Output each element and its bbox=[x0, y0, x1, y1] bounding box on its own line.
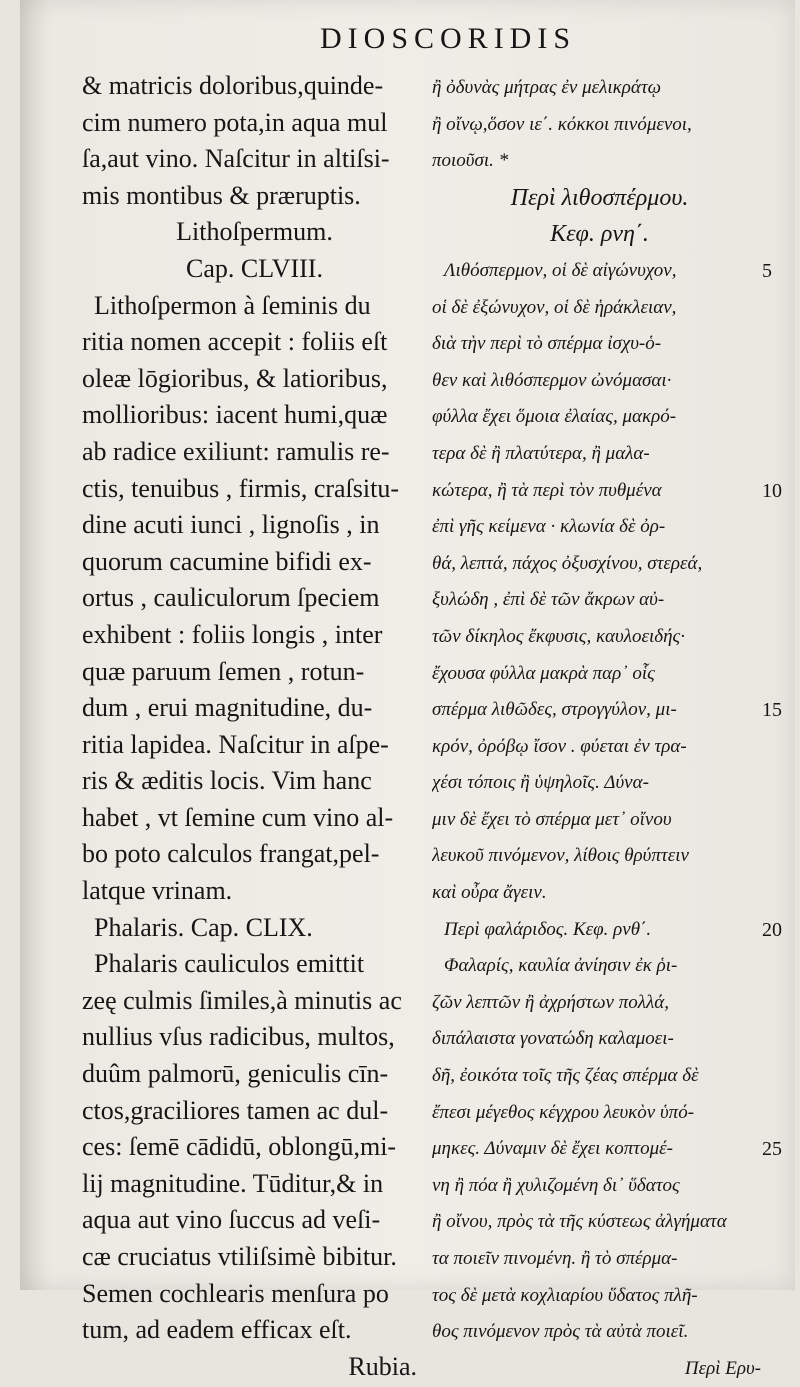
latin-line: dum , erui magnitudine, du- bbox=[82, 693, 373, 723]
line-number: 5 bbox=[762, 259, 772, 282]
latin-line: mollioribus: iacent humi,quæ bbox=[82, 400, 388, 430]
margin-spacer bbox=[762, 509, 800, 546]
latin-line: quæ paruum ſemen , rotun- bbox=[82, 656, 365, 686]
margin-spacer bbox=[762, 619, 800, 656]
margin-spacer bbox=[762, 1021, 800, 1058]
greek-line: ἢ ὀδυνὰς μήτρας ἐν μελικράτῳ bbox=[432, 77, 662, 98]
margin-spacer bbox=[762, 875, 800, 912]
latin-line: bo poto calculos frangat,pel- bbox=[82, 839, 380, 869]
latin-line: quorum cacumine bifidi ex- bbox=[82, 546, 372, 576]
latin-line: ab radice exiliunt: ramulis re- bbox=[82, 436, 390, 466]
latin-line: tum, ad eadem efficax eſt. bbox=[82, 1315, 352, 1345]
greek-line: Κεφ. ρνη΄. bbox=[550, 221, 649, 248]
latin-line: exhibent : foliis longis , inter bbox=[82, 619, 383, 649]
margin-spacer bbox=[762, 70, 800, 107]
margin-spacer bbox=[762, 107, 800, 144]
latin-line: cæ cruciatus vtiliſsimè bibitur. bbox=[82, 1242, 397, 1271]
greek-line: Φαλαρίς, καυλία ἀνίησιν ἐκ ῥι- bbox=[444, 955, 678, 977]
greek-line: τερα δὲ ἢ πλατύτερα, ἢ μαλα- bbox=[432, 442, 650, 464]
margin-spacer bbox=[762, 656, 800, 693]
margin-spacer bbox=[762, 1095, 800, 1132]
greek-line: ἢ οἴνῳ,ὅσον ιε΄. κόκκοι πινόμενοι, bbox=[432, 113, 692, 135]
latin-line: Phalaris. Cap. CLIX. bbox=[94, 912, 313, 942]
latin-line: Cap. CLVIII. bbox=[186, 253, 323, 283]
margin-spacer bbox=[762, 436, 800, 473]
latin-line: cim numero pota,in aqua mul bbox=[82, 107, 388, 137]
book-page bbox=[20, 0, 795, 1381]
greek-line: ἔπεσι μέγεθος κέγχρου λευκὸν ὑπό- bbox=[432, 1101, 695, 1123]
greek-line: Λιθόσπερμον, οἱ δὲ αἰγώνυχον, bbox=[444, 259, 677, 281]
latin-line: & matricis doloribus,quinde- bbox=[82, 71, 384, 100]
greek-line: μηκες. Δύναμιν δὲ ἔχει κοπτομέ- bbox=[432, 1138, 673, 1160]
margin-spacer bbox=[762, 948, 800, 985]
latin-line: ces: ſemē cādidū, oblongū,mi- bbox=[82, 1132, 397, 1162]
margin-spacer bbox=[762, 765, 800, 802]
greek-line: τῶν δίκηλος ἔκφυσις, καυλοειδής· bbox=[432, 625, 685, 647]
latin-column bbox=[82, 68, 427, 1385]
line-number: 15 bbox=[762, 699, 782, 722]
margin-spacer bbox=[762, 216, 800, 253]
margin-spacer bbox=[762, 546, 800, 583]
latin-line: ritia lapidea. Naſcitur in aſpe- bbox=[82, 729, 389, 759]
latin-line: Lithoſpermum. bbox=[176, 217, 333, 247]
latin-line: Rubia. bbox=[348, 1351, 417, 1381]
latin-line: dine acuti iunci , lignoſis , in bbox=[82, 510, 380, 540]
latin-line: aqua aut vino ſuccus ad veſi- bbox=[82, 1205, 381, 1235]
margin-spacer bbox=[762, 582, 800, 619]
latin-line: nullius vſus radicibus, multos, bbox=[82, 1022, 395, 1052]
greek-line: ἢ οἴνου, πρὸς τὰ τῆς κύστεως ἀλγήματα bbox=[432, 1211, 727, 1233]
greek-line: καὶ οὖρα ἄγειν. bbox=[432, 882, 547, 904]
greek-column bbox=[432, 70, 767, 1387]
margin-spacer bbox=[762, 290, 800, 327]
greek-line: διπάλαιστα γονατώδη καλαμοει- bbox=[432, 1028, 674, 1050]
margin-spacer bbox=[762, 326, 800, 363]
latin-line: ctis, tenuibus , firmis, craſsitu- bbox=[82, 473, 400, 503]
greek-line: τα ποιεῖν πινομένη. ἢ τὸ σπέρμα- bbox=[432, 1248, 678, 1269]
greek-line: κρόν, ὀρόβῳ ἴσον . φύεται ἐν τρα- bbox=[432, 735, 687, 757]
running-header: DIOSCORIDIS bbox=[320, 22, 577, 55]
margin-spacer bbox=[762, 729, 800, 766]
greek-line: θεν καὶ λιθόσπερμον ὠνόμασαι· bbox=[432, 369, 672, 391]
greek-line: σπέρμα λιθῶδες, στρογγύλον, μι- bbox=[432, 699, 677, 721]
margin-spacer bbox=[762, 399, 800, 436]
greek-line: δῆ, ἐοικότα τοῖς τῆς ζέας σπέρμα δὲ bbox=[432, 1065, 699, 1087]
margin-spacer bbox=[762, 1058, 800, 1095]
line-number: 25 bbox=[762, 1138, 782, 1161]
margin-spacer bbox=[762, 363, 800, 400]
latin-line: lij magnitudine. Tūditur,& in bbox=[82, 1168, 384, 1198]
latin-line: duûm palmorū, geniculis cīn- bbox=[82, 1059, 389, 1089]
greek-line: ἐπὶ γῆς κείμενα · κλωνία δὲ ὀρ- bbox=[432, 516, 666, 538]
latin-line: oleæ lōgioribus, & latioribus, bbox=[82, 363, 388, 393]
latin-line: latque vrinam. bbox=[82, 876, 233, 906]
greek-line: κώτερα, ἢ τὰ περὶ τὸν πυθμένα bbox=[432, 479, 662, 501]
greek-line: οἱ δὲ ἐξώνυχον, οἱ δὲ ἡράκλειαν, bbox=[432, 296, 677, 318]
latin-line: zeę culmis ſimiles,à minutis ac bbox=[82, 985, 402, 1015]
greek-line: διὰ τὴν περὶ τὸ σπέρμα ἰσχυ-ὁ- bbox=[432, 333, 662, 355]
greek-line: χέσι τόποις ἢ ὑψηλοῖς. Δύνα- bbox=[432, 772, 649, 794]
line-number-margin bbox=[762, 70, 800, 1168]
margin-spacer bbox=[762, 802, 800, 839]
greek-line: Περὶ λιθοσπέρμου. bbox=[510, 184, 689, 211]
line-number: 10 bbox=[762, 479, 782, 502]
latin-line: ctos,graciliores tamen ac dul- bbox=[82, 1095, 389, 1125]
greek-line: φύλλα ἔχει ὅμοια ἐλαίας, μακρό- bbox=[432, 406, 677, 428]
greek-line: νη ἢ πόα ἢ χυλιζομένη δι᾽ ὕδατος bbox=[432, 1174, 680, 1196]
latin-line: ortus , cauliculorum ſpeciem bbox=[82, 583, 380, 613]
greek-line: Περὶ Ερυ- bbox=[684, 1357, 761, 1379]
latin-line: ris & æditis locis. Vim hanc bbox=[82, 766, 372, 796]
margin-spacer bbox=[762, 985, 800, 1022]
greek-line: Περὶ φαλάριδος. Κεφ. ρνθ΄. bbox=[444, 918, 652, 940]
latin-line: mis montibus & præruptis. bbox=[82, 180, 361, 210]
greek-line: ξυλώδη , ἐπὶ δὲ τῶν ἄκρων αὐ- bbox=[432, 589, 665, 611]
greek-line: τος δὲ μετὰ κοχλιαρίου ὕδατος πλῆ- bbox=[432, 1284, 698, 1306]
latin-line: Semen cochlearis menſura po bbox=[82, 1278, 389, 1308]
margin-spacer bbox=[762, 838, 800, 875]
margin-spacer bbox=[762, 143, 800, 180]
margin-spacer bbox=[762, 180, 800, 217]
greek-line: θά, λεπτά, πάχος ὀξυσχίνου, στερεά, bbox=[432, 552, 703, 574]
greek-line: θος πινόμενον πρὸς τὰ αὐτὰ ποιεῖ. bbox=[432, 1321, 689, 1343]
latin-line: Phalaris cauliculos emittit bbox=[94, 949, 365, 979]
latin-line: Lithoſpermon à ſeminis du bbox=[94, 290, 371, 320]
latin-line: habet , vt ſemine cum vino al- bbox=[82, 802, 394, 832]
greek-line: ἔχουσα φύλλα μακρὰ παρ᾽ οἷς bbox=[432, 662, 655, 684]
greek-line: ποιοῦσι. * bbox=[432, 150, 509, 172]
greek-line: ζῶν λεπτῶν ἢ ἀχρήστων πολλά, bbox=[432, 991, 669, 1013]
latin-line: ſa,aut vino. Naſcitur in altiſsi- bbox=[82, 144, 390, 174]
greek-line: λευκοῦ πινόμενον, λίθοις θρύπτειν bbox=[432, 845, 689, 867]
line-number: 20 bbox=[762, 918, 782, 941]
greek-line: μιν δὲ ἔχει τὸ σπέρμα μετ᾽ οἴνου bbox=[432, 808, 672, 830]
latin-line: ritia nomen accepit : foliis eſt bbox=[82, 327, 388, 357]
